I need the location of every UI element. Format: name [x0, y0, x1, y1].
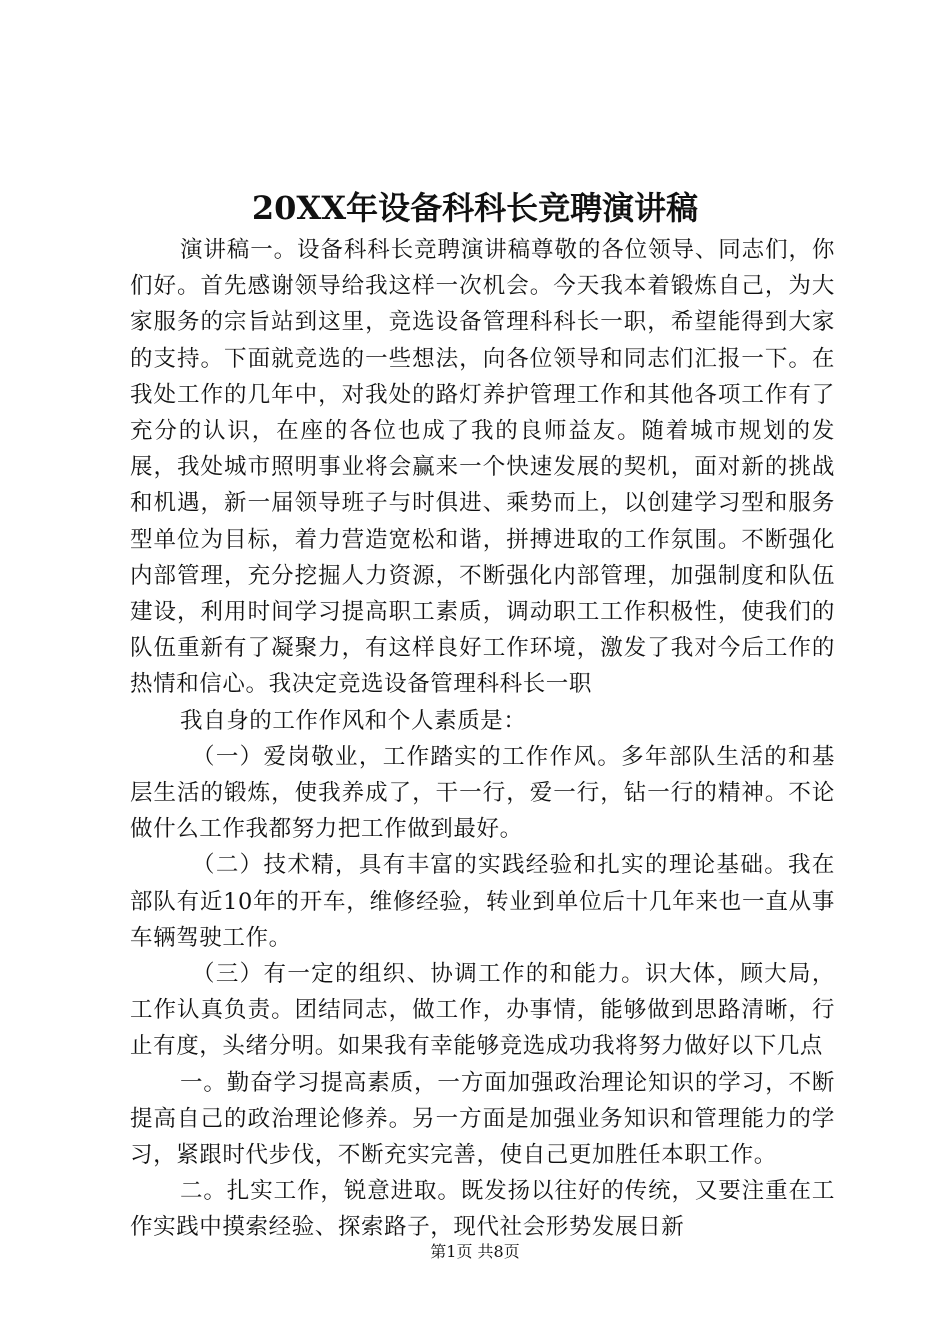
paragraph-plan-2: 二。扎实工作，锐意进取。既发扬以往好的传统，又要注重在工作实践中摸索经验、探索路子，现代社会形势发展日新: [130, 1178, 835, 1241]
paragraph-plan-1: 一。勤奋学习提高素质，一方面加强政治理论知识的学习，不断提高自己的政治理论修养。另一方面是加强业务知识和管理能力的学习，紧跟时代步伐，不断充实完善，使自己更加胜任本职工作。: [130, 1069, 835, 1169]
paragraph-qualities-heading: 我自身的工作作风和个人素质是：: [180, 707, 527, 734]
document-title: 20XX年设备科科长竞聘演讲稿: [251, 189, 699, 227]
document-body: [130, 232, 835, 1246]
paragraph-intro: 演讲稿一。设备科科长竞聘演讲稿尊敬的各位领导、同志们，你们好。首先感谢领导给我这样一次机会。今天我本着锻炼自己，为大家服务的宗旨站到这里，竞选设备管理科科长一职，希望能得到大家的支持。下面就竞选的一些想法，向各位领导和同志们汇报一下。在我处工作的几年中，对我处的路灯养护管理工作和其他各项工作有了充分的认识，在座的各位也成了我的良师益友。随着城市规划的发展，我处城市照明事业将会赢来一个快速发展的契机，面对新的挑战和机遇，新一届领导班子与时俱进、乘势而上，以创建学习型和服务型单位为目标，着力营造宽松和谐，拼搏进取的工作氛围。不断强化内部管理，充分挖掘人力资源，不断强化内部管理，加强制度和队伍建设，利用时间学习提高职工素质，调动职工工作积极性，使我们的队伍重新有了凝聚力，有这样良好工作环境，激发了我对今后工作的热情和信心。我决定竞选设备管理科科长一职: [130, 237, 835, 698]
page-number-footer: 第1页 共8页: [430, 1242, 520, 1261]
paragraph-quality-3: （三）有一定的组织、协调工作的和能力。识大体，顾大局，工作认真负责。团结同志，做工作，办事情，能够做到思路清晰，行止有度，头绪分明。如果我有幸能够竞选成功我将努力做好以下几点: [130, 961, 835, 1060]
paragraph-quality-1: （一）爱岗敬业，工作踏实的工作作风。多年部队生活的和基层生活的锻炼，使我养成了，干一行，爱一行，钻一行的精神。不论做什么工作我都努力把工作做到最好。: [130, 743, 835, 843]
paragraph-quality-2: （二）技术精，具有丰富的实践经验和扎实的理论基础。我在部队有近10年的开车，维修经验，转业到单位后十几年来也一直从事车辆驾驶工作。: [130, 852, 835, 951]
